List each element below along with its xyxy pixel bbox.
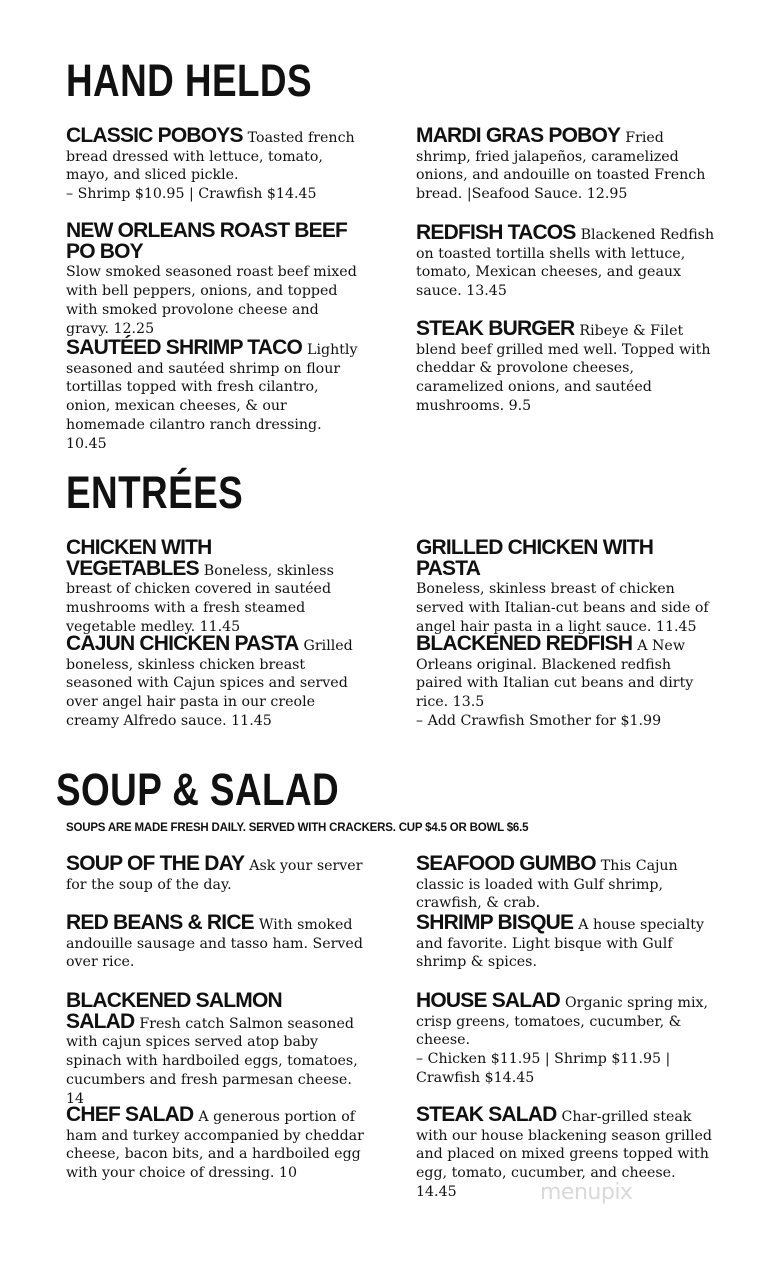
item-name: SEAFOOD GUMBO [416,852,596,875]
menu-item-roast-beef-po-boy [66,219,366,338]
item-name: RED BEANS & RICE [66,911,254,934]
item-description: Boneless, skinless breast of chicken served with Italian-cut beans and side of angel hair pasta in a light sauce. 11.45 [416,581,709,635]
item-name: STEAK BURGER [416,317,575,340]
item-name: SOUP OF THE DAY [66,852,245,875]
watermark: menupix [540,1180,633,1205]
item-name: SAUTÉED SHRIMP TACO [66,336,303,359]
menu-item-classic-poboys [66,124,366,204]
item-description: Organic spring mix, crisp greens, tomatoes, cucumber, & cheese. [416,995,709,1049]
item-description: Toasted french bread dressed with lettuce, tomato, mayo, and sliced pickle. [66,130,355,184]
item-description: Boneless, skinless breast of chicken covered in sautéed mushrooms with a fresh steamed vegetable medley. 11.45 [66,562,334,635]
item-name: CLASSIC POBOYS [66,124,243,147]
item-name: CHICKEN WITH VEGETABLES [66,536,212,580]
menu-item-shrimp-bisque [416,911,716,972]
item-name: CHEF SALAD [66,1103,194,1126]
menu-item-red-beans-rice [66,911,366,972]
menu-item-blackened-redfish [416,632,716,731]
soup-note: SOUPS ARE MADE FRESH DAILY. SERVED WITH CRACKERS. CUP $4.5 OR BOWL $6.5 [66,822,529,834]
item-description: With smoked andouille sausage and tasso ham. Served over rice. [66,917,363,971]
item-description: Blackened Redfish on toasted tortilla shells with lettuce, tomato, Mexican cheeses, and geaux sauce. 13.45 [416,227,715,300]
item-description: Char-grilled steak with our house blackening season grilled and placed on mixed greens topped with egg, tomato, cucumber, and cheese. 14.45 [416,1109,712,1200]
item-name: SHRIMP BISQUE [416,911,574,934]
item-description: Fresh catch Salmon seasoned with cajun spices served atop baby spinach with hardboiled eggs, tomatoes, cucumbers and fresh parmesan cheese. 14 [66,1015,358,1107]
item-name: MARDI GRAS POBOY [416,124,621,147]
menu-item-mardi-gras-poboy [416,124,716,204]
item-description: Slow smoked seasoned roast beef mixed with bell peppers, onions, and topped with smoked provolone cheese and gravy. 12.25 [66,264,357,337]
item-name: GRILLED CHICKEN WITH PASTA [416,536,654,580]
item-name: BLACKENED SALMON SALAD [66,989,282,1033]
menu-item-seafood-gumbo [416,852,716,913]
item-price: – Add Crawfish Smother for $1.99 [416,712,662,729]
item-description: Ask your server for the soup of the day. [66,858,363,893]
item-description: Lightly seasoned and sautéed shrimp on flour tortillas topped with fresh cilantro, onion, mexican cheeses, & our homemade cilantro ranch dressing. 10.45 [66,342,358,452]
menu-item-cajun-chicken-pasta [66,632,366,731]
item-price: – Chicken $11.95 | Shrimp $11.95 | Crawfish $14.45 [416,1051,671,1086]
menu-item-soup-of-the-day [66,852,366,894]
item-name: BLACKENED REDFISH [416,632,633,655]
item-description: A New Orleans original. Blackened redfish paired with Italian cut beans and dirty rice. 13.5 [416,638,694,711]
item-name: CAJUN CHICKEN PASTA [66,632,299,655]
menu-item-redfish-tacos [416,221,716,301]
menu-item-blackened-salmon-salad [66,989,366,1108]
item-description: A generous portion of ham and turkey accompanied by cheddar cheese, bacon bits, and a hardboiled egg with your choice of dressing. 10 [66,1109,364,1182]
menu-item-chef-salad [66,1103,366,1183]
menu-item-chicken-with-vegetables [66,536,366,637]
menu-item-sauteed-shrimp-taco [66,336,366,453]
menu-item-steak-burger [416,317,716,416]
menu-item-grilled-chicken-with-pasta [416,536,716,637]
item-description: Ribeye & Filet blend beef grilled med well. Topped with cheddar & provolone cheeses, caramelized onions, and sautéed mushrooms. 9.5 [416,323,711,414]
section-title-entrees: ENTRÉES [66,467,244,518]
item-description: Fried shrimp, fried jalapeños, caramelized onions, and andouille on toasted French bread. |Seafood Sauce. 12.95 [416,130,706,203]
item-name: HOUSE SALAD [416,989,561,1012]
item-name: NEW ORLEANS ROAST BEEF PO BOY [66,219,348,263]
item-name: STEAK SALAD [416,1103,557,1126]
item-name: REDFISH TACOS [416,221,576,244]
item-description: A house specialty and favorite. Light bisque with Gulf shrimp & spices. [416,917,704,971]
section-title-soup-salad: SOUP & SALAD [56,764,340,815]
item-description: Grilled boneless, skinless chicken breast seasoned with Cajun spices and served over angel hair pasta in our creole creamy Alfredo sauce. 11.45 [66,638,353,729]
item-price: – Shrimp $10.95 | Crawfish $14.45 [66,186,317,203]
menu-item-house-salad [416,989,716,1088]
item-description: This Cajun classic is loaded with Gulf shrimp, crawfish, & crab. [416,858,678,912]
section-title-handhelds: HAND HELDS [66,55,313,106]
